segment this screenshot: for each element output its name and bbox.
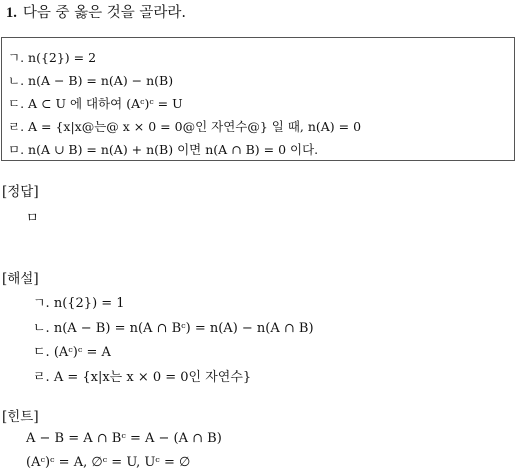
hint-line-1: A − B = A ∩ Bᶜ = A − (A ∩ B) [26,431,222,446]
choice-5: ㅁ. n(A ∪ B) = n(A) + n(B) 이면 n(A ∩ B) = 0 이다. [8,142,319,157]
answer-heading: [정답] [2,184,39,200]
choices-box [1,37,515,161]
choice-1: ㄱ. n({2}) = 2 [8,50,97,65]
choice-2: ㄴ. n(A − B) = n(A) − n(B) [8,73,174,88]
hint-line-2: (Aᶜ)ᶜ = A, ∅ᶜ = U, Uᶜ = ∅ [26,455,191,470]
question-text: 다음 중 옳은 것을 골라라. [22,5,186,21]
answer-value: ㅁ [26,211,39,226]
explanation-line-4: ㄹ. A = {x|x는 x × 0 = 0인 자연수} [33,370,252,385]
hint-heading: [힌트] [2,409,39,425]
explanation-line-1: ㄱ. n({2}) = 1 [33,296,125,311]
explanation-heading: [해설] [2,271,39,287]
choice-3: ㄷ. A ⊂ U 에 대하여 (Aᶜ)ᶜ = U [8,96,183,111]
explanation-line-3: ㄷ. (Aᶜ)ᶜ = A [33,345,111,360]
choice-4: ㄹ. A = {x|x@는@ x × 0 = 0@인 자연수@} 일 때, n(A) = 0 [8,119,362,134]
question-number: 1. [6,5,17,21]
explanation-line-2: ㄴ. n(A − B) = n(A ∩ Bᶜ) = n(A) − n(A ∩ B) [33,321,314,336]
question [6,1,186,22]
